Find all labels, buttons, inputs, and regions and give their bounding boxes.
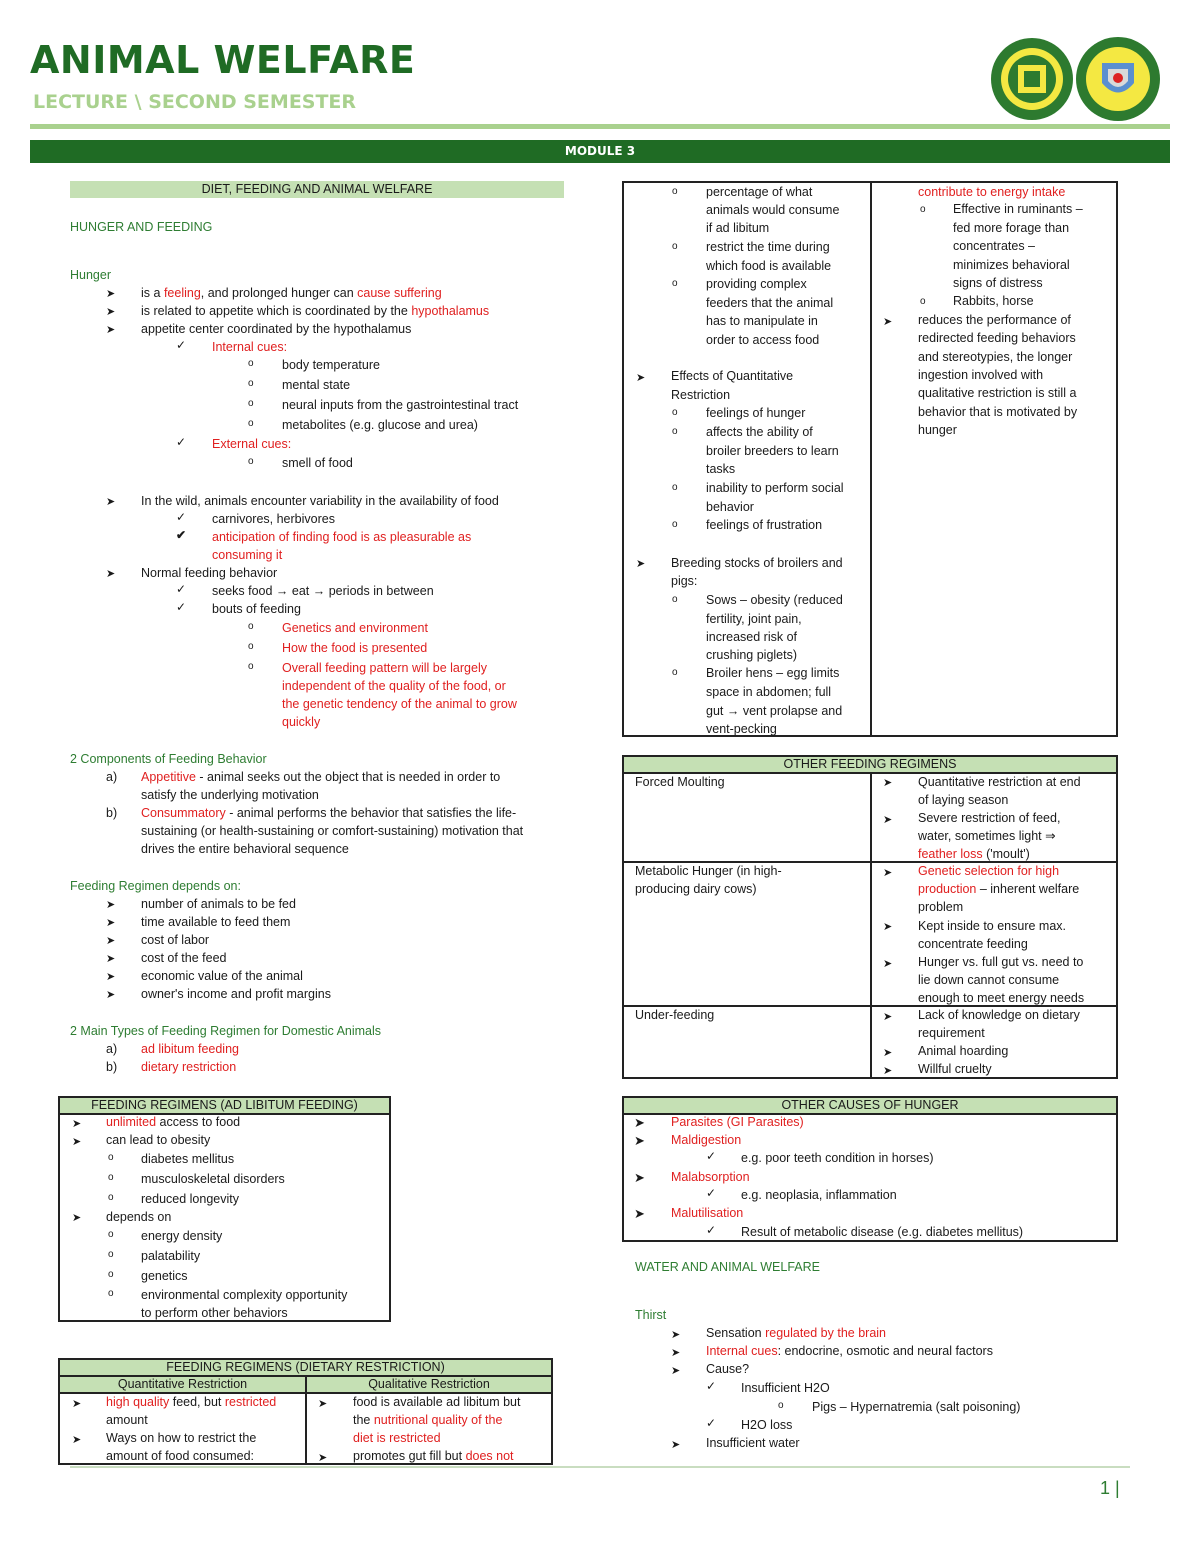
circle-bullet-icon: o: [248, 358, 254, 369]
circle-bullet-icon: o: [108, 1152, 114, 1163]
wild-item-red-cont: consuming it: [212, 548, 283, 562]
circle-bullet-icon: o: [248, 661, 254, 672]
regimen-detail: Kept inside to ensure max.: [918, 919, 1066, 933]
circle-bullet-icon: o: [108, 1172, 114, 1183]
thirst-cause: Insufficient H2O: [741, 1381, 830, 1395]
components-heading: 2 Components of Feeding Behavior: [70, 752, 267, 766]
feeding-factor-cont: quickly: [282, 715, 321, 729]
circle-bullet-icon: o: [672, 482, 678, 493]
arrow-bullet-icon: ➤: [106, 496, 116, 508]
column-divider: [870, 774, 872, 1077]
internal-cue-item: metabolites (e.g. glucose and urea): [282, 418, 478, 432]
wild-item: carnivores, herbivores: [212, 512, 335, 526]
qualitative-item-cont: redirected feeding behaviors: [918, 331, 1076, 345]
ad-libitum-subitem: environmental complexity opportunity: [141, 1288, 348, 1302]
regimen-detail-cont: feather loss ('moult'): [918, 847, 1030, 861]
arrow-bullet-icon: ➤: [883, 958, 893, 970]
circle-bullet-icon: o: [248, 378, 254, 389]
arrow-bullet-icon: ➤: [106, 568, 116, 580]
regimen-item: cost of labor: [141, 933, 210, 947]
regimen-detail-cont: enough to meet energy needs: [918, 991, 1085, 1005]
feeding-factor: How the food is presented: [282, 641, 428, 655]
qualitative-subitem: Rabbits, horse: [953, 294, 1034, 308]
arrow-bullet-icon: ➤: [106, 917, 116, 929]
qualitative-item-cont: and stereotypies, the longer: [918, 350, 1073, 364]
cause-item: Malutilisation: [671, 1206, 744, 1220]
quantitative-item-cont: amount of food consumed:: [106, 1449, 255, 1463]
regimen-detail: Animal hoarding: [918, 1044, 1009, 1058]
qualitative-item-cont: the nutritional quality of the: [353, 1413, 503, 1427]
cause-item: Maldigestion: [671, 1133, 742, 1147]
restriction-method: restrict the time during: [706, 240, 830, 254]
qualitative-item-cont: hunger: [918, 423, 957, 437]
breeding-stocks-heading-cont: pigs:: [671, 574, 698, 588]
circle-bullet-icon: o: [920, 204, 926, 215]
thirst-item: Internal cues: endocrine, osmotic and neural factors: [706, 1344, 993, 1358]
arrow-bullet-icon: ➤: [72, 1434, 82, 1446]
ad-libitum-subitem: diabetes mellitus: [141, 1152, 235, 1166]
regimen-detail-cont: requirement: [918, 1026, 985, 1040]
regimen-name: Metabolic Hunger (in high-: [635, 864, 782, 878]
restriction-method-cont: animals would consume: [706, 203, 840, 217]
check-bullet-icon: ✓: [706, 1186, 717, 1200]
breeding-item-cont: increased risk of: [706, 630, 798, 644]
arrow-bullet-icon: ➤: [106, 306, 116, 318]
column-divider: [870, 183, 872, 735]
circle-bullet-icon: o: [108, 1269, 114, 1280]
cause-item: Parasites (GI Parasites): [671, 1115, 804, 1129]
circle-bullet-icon: o: [248, 621, 254, 632]
breeding-item: Sows – obesity (reduced: [706, 593, 843, 607]
regimen-item: cost of the feed: [141, 951, 227, 965]
ad-libitum-subitem: palatability: [141, 1249, 201, 1263]
ad-libitum-subitem: genetics: [141, 1269, 188, 1283]
ad-libitum-item: unlimited access to food: [106, 1115, 241, 1129]
arrow-bullet-icon: ➤: [634, 1133, 645, 1148]
arrow-bullet-icon: ➤: [883, 1011, 893, 1023]
ad-libitum-title: FEEDING REGIMENS (AD LIBITUM FEEDING): [60, 1098, 389, 1115]
regimen-detail: Quantitative restriction at end: [918, 775, 1081, 789]
component-appetitive: Appetitive - animal seeks out the object that is needed in order to: [141, 770, 501, 784]
check-bullet-icon: ✓: [706, 1223, 717, 1237]
qualitative-subitem-cont: signs of distress: [953, 276, 1043, 290]
qualitative-item-cont: ingestion involved with: [918, 368, 1044, 382]
type-ad-libitum: ad libitum feeding: [141, 1042, 239, 1056]
breeding-item-cont: vent-pecking: [706, 722, 777, 736]
check-bullet-icon: ✓: [176, 338, 187, 352]
regimen-detail: Severe restriction of feed,: [918, 811, 1061, 825]
check-bullet-icon: ✔: [176, 528, 187, 542]
arrow-bullet-icon: ➤: [318, 1452, 328, 1464]
arrow-bullet-icon: ➤: [671, 1439, 681, 1451]
circle-bullet-icon: o: [672, 186, 678, 197]
effects-heading: Effects of Quantitative: [671, 369, 794, 383]
check-bullet-icon: ✓: [176, 600, 187, 614]
ad-libitum-subitem: energy density: [141, 1229, 223, 1243]
hunger-heading: Hunger: [70, 268, 111, 282]
qualitative-item-cont: diet is restricted: [353, 1431, 441, 1445]
thirst-cause-detail: Pigs – Hypernatremia (salt poisoning): [812, 1400, 1021, 1414]
thirst-cause: H2O loss: [741, 1418, 793, 1432]
qualitative-column-header: Qualitative Restriction: [307, 1377, 551, 1394]
list-marker: b): [106, 806, 118, 820]
quantitative-item-cont: amount: [106, 1413, 148, 1427]
circle-bullet-icon: o: [920, 296, 926, 307]
check-bullet-icon: ✓: [706, 1149, 717, 1163]
circle-bullet-icon: o: [248, 418, 254, 429]
column-divider: [305, 1394, 307, 1463]
module-banner: MODULE 3: [30, 140, 1170, 163]
component-appetitive-cont: satisfy the underlying motivation: [141, 788, 319, 802]
quantitative-item: Ways on how to restrict the: [106, 1431, 257, 1445]
circle-bullet-icon: o: [108, 1249, 114, 1260]
regimen-detail-cont: of laying season: [918, 793, 1009, 807]
ad-libitum-subitem: musculoskeletal disorders: [141, 1172, 285, 1186]
quantitative-column-header: Quantitative Restriction: [60, 1377, 307, 1394]
arrow-bullet-icon: ➤: [883, 777, 893, 789]
normal-feeding-point: Normal feeding behavior: [141, 566, 278, 580]
check-bullet-icon: ✓: [706, 1416, 717, 1430]
effect-item-cont: broiler breeders to learn: [706, 444, 839, 458]
college-seal-logo: [1075, 36, 1161, 122]
other-regimens-title: OTHER FEEDING REGIMENS: [624, 757, 1116, 774]
arrow-bullet-icon: ➤: [106, 899, 116, 911]
regimen-item: time available to feed them: [141, 915, 291, 929]
circle-bullet-icon: o: [108, 1288, 114, 1299]
regimen-detail: Willful cruelty: [918, 1062, 992, 1076]
qualitative-item-cont: behavior that is motivated by: [918, 405, 1078, 419]
regimen-detail-cont: concentrate feeding: [918, 937, 1028, 951]
regimen-name: Forced Moulting: [635, 775, 725, 789]
document-title: ANIMAL WELFARE: [30, 38, 416, 82]
restriction-method: providing complex: [706, 277, 807, 291]
internal-cue-item: neural inputs from the gastrointestinal tract: [282, 398, 519, 412]
regimen-item: economic value of the animal: [141, 969, 303, 983]
breeding-item-cont: fertility, joint pain,: [706, 612, 802, 626]
restriction-method-cont: order to access food: [706, 333, 820, 347]
effect-item-cont: tasks: [706, 462, 736, 476]
circle-bullet-icon: o: [672, 278, 678, 289]
circle-bullet-icon: o: [248, 398, 254, 409]
ad-libitum-subitem: reduced longevity: [141, 1192, 239, 1206]
qualitative-item-cont: qualitative restriction is still a: [918, 386, 1077, 400]
check-bullet-icon: ✓: [176, 435, 187, 449]
circle-bullet-icon: o: [672, 519, 678, 530]
regimen-detail-cont: problem: [918, 900, 964, 914]
regimen-item: owner's income and profit margins: [141, 987, 331, 1001]
effects-heading-cont: Restriction: [671, 388, 731, 402]
circle-bullet-icon: o: [108, 1229, 114, 1240]
restriction-method: percentage of what: [706, 185, 813, 199]
circle-bullet-icon: o: [672, 407, 678, 418]
effect-item: inability to perform social: [706, 481, 844, 495]
arrow-bullet-icon: ➤: [883, 814, 893, 826]
arrow-bullet-icon: ➤: [106, 288, 116, 300]
wild-point: In the wild, animals encounter variability in the availability of food: [141, 494, 499, 508]
hunger-feeding-heading: HUNGER AND FEEDING: [70, 220, 213, 234]
thirst-item: Insufficient water: [706, 1436, 800, 1450]
internal-cues-label: Internal cues:: [212, 340, 288, 354]
regimen-detail: Genetic selection for high: [918, 864, 1060, 878]
internal-cue-item: body temperature: [282, 358, 380, 372]
component-consummatory-cont: drives the entire behavioral sequence: [141, 842, 349, 856]
water-heading: WATER AND ANIMAL WELFARE: [635, 1260, 820, 1274]
arrow-bullet-icon: ➤: [72, 1118, 82, 1130]
regimen-detail-cont: water, sometimes light ⇒: [918, 829, 1056, 843]
arrow-bullet-icon: ➤: [883, 867, 893, 879]
arrow-bullet-icon: ➤: [636, 558, 646, 570]
arrow-bullet-icon: ➤: [106, 935, 116, 947]
arrow-bullet-icon: ➤: [671, 1365, 681, 1377]
arrow-bullet-icon: ➤: [106, 989, 116, 1001]
footer-divider: [70, 1466, 1130, 1468]
arrow-bullet-icon: ➤: [636, 372, 646, 384]
component-consummatory-cont: sustaining (or health-sustaining or comfort-sustaining) motivation that: [141, 824, 524, 838]
circle-bullet-icon: o: [778, 1400, 784, 1411]
thirst-item: Sensation regulated by the brain: [706, 1326, 886, 1340]
cause-detail: e.g. neoplasia, inflammation: [741, 1188, 897, 1202]
check-bullet-icon: ✓: [176, 510, 187, 524]
regimen-detail-cont: production – inherent welfare: [918, 882, 1080, 896]
thirst-item: Cause?: [706, 1362, 750, 1376]
arrow-bullet-icon: ➤: [318, 1398, 328, 1410]
regimen-name: Under-feeding: [635, 1008, 715, 1022]
qualitative-subitem: Effective in ruminants –: [953, 202, 1083, 216]
wild-item-red: anticipation of finding food is as pleasurable as: [212, 530, 472, 544]
circle-bullet-icon: o: [672, 241, 678, 252]
component-consummatory: Consummatory - animal performs the behavior that satisfies the life-: [141, 806, 517, 820]
circle-bullet-icon: o: [248, 641, 254, 652]
external-cues-label: External cues:: [212, 437, 292, 451]
arrow-bullet-icon: ➤: [106, 324, 116, 336]
quantitative-item: high quality feed, but restricted: [106, 1395, 277, 1409]
qualitative-cont-item: contribute to energy intake: [918, 185, 1066, 199]
thirst-heading: Thirst: [635, 1308, 667, 1322]
arrow-bullet-icon: ➤: [106, 971, 116, 983]
section-heading: DIET, FEEDING AND ANIMAL WELFARE: [70, 181, 564, 198]
arrow-bullet-icon: ➤: [72, 1398, 82, 1410]
arrow-bullet-icon: ➤: [634, 1170, 645, 1185]
hunger-point-1: is a feeling, and prolonged hunger can cause suffering: [141, 286, 442, 300]
list-marker: b): [106, 1060, 118, 1074]
external-cue-item: smell of food: [282, 456, 353, 470]
effect-item: affects the ability of: [706, 425, 813, 439]
ad-libitum-item: depends on: [106, 1210, 172, 1224]
effect-item: feelings of frustration: [706, 518, 823, 532]
page-number: 1 |: [1100, 1478, 1120, 1498]
breeding-item-cont: space in abdomen; full: [706, 685, 832, 699]
effect-item-cont: behavior: [706, 500, 754, 514]
regimen-detail: Lack of knowledge on dietary: [918, 1008, 1080, 1022]
arrow-bullet-icon: ➤: [883, 1065, 893, 1077]
ad-libitum-subitem-cont: to perform other behaviors: [141, 1306, 288, 1320]
internal-cue-item: mental state: [282, 378, 351, 392]
breeding-item-cont: crushing piglets): [706, 648, 798, 662]
restriction-method-cont: has to manipulate in: [706, 314, 818, 328]
types-heading: 2 Main Types of Feeding Regimen for Domestic Animals: [70, 1024, 382, 1038]
list-marker: a): [106, 1042, 118, 1056]
regimen-detail-cont: lie down cannot consume: [918, 973, 1060, 987]
normal-feeding-item: bouts of feeding: [212, 602, 301, 616]
header-divider: [30, 124, 1170, 129]
qualitative-subitem-cont: concentrates –: [953, 239, 1035, 253]
hunger-point-3: appetite center coordinated by the hypothalamus: [141, 322, 412, 336]
arrow-bullet-icon: ➤: [634, 1115, 645, 1130]
cause-detail: e.g. poor teeth condition in horses): [741, 1151, 934, 1165]
breeding-stocks-heading: Breeding stocks of broilers and: [671, 556, 843, 570]
cause-item: Malabsorption: [671, 1170, 750, 1184]
dietary-restriction-title: FEEDING REGIMENS (DIETARY RESTRICTION): [60, 1360, 551, 1377]
qualitative-item: reduces the performance of: [918, 313, 1071, 327]
circle-bullet-icon: o: [672, 426, 678, 437]
check-bullet-icon: ✓: [706, 1379, 717, 1393]
restriction-method-cont: feeders that the animal: [706, 296, 834, 310]
arrow-bullet-icon: ➤: [72, 1212, 82, 1224]
arrow-bullet-icon: ➤: [883, 1047, 893, 1059]
arrow-bullet-icon: ➤: [634, 1206, 645, 1221]
university-seal-logo: [990, 37, 1074, 121]
circle-bullet-icon: o: [248, 456, 254, 467]
feeding-factor: Genetics and environment: [282, 621, 428, 635]
other-causes-title: OTHER CAUSES OF HUNGER: [624, 1098, 1116, 1115]
qualitative-subitem-cont: fed more forage than: [953, 221, 1070, 235]
regimen-heading: Feeding Regimen depends on:: [70, 879, 241, 893]
qualitative-subitem-cont: minimizes behavioral: [953, 258, 1070, 272]
circle-bullet-icon: o: [108, 1192, 114, 1203]
qualitative-item: food is available ad libitum but: [353, 1395, 521, 1409]
breeding-item: Broiler hens – egg limits: [706, 666, 840, 680]
arrow-bullet-icon: ➤: [671, 1347, 681, 1359]
feeding-factor-cont: independent of the quality of the food, or: [282, 679, 506, 693]
feeding-factor-cont: the genetic tendency of the animal to grow: [282, 697, 517, 711]
check-bullet-icon: ✓: [176, 582, 187, 596]
regimen-name-cont: producing dairy cows): [635, 882, 757, 896]
qualitative-item: promotes gut fill but does not: [353, 1449, 514, 1463]
list-marker: a): [106, 770, 118, 784]
hunger-point-2: is related to appetite which is coordinated by the hypothalamus: [141, 304, 490, 318]
type-dietary-restriction: dietary restriction: [141, 1060, 237, 1074]
arrow-bullet-icon: ➤: [883, 921, 893, 933]
arrow-bullet-icon: ➤: [883, 316, 893, 328]
restriction-method-cont: which food is available: [706, 259, 832, 273]
breeding-item-cont: gut → vent prolapse and: [706, 704, 843, 718]
feeding-factor: Overall feeding pattern will be largely: [282, 661, 487, 675]
document-subtitle: LECTURE \ SECOND SEMESTER: [33, 91, 357, 113]
cause-detail: Result of metabolic disease (e.g. diabetes mellitus): [741, 1225, 1024, 1239]
regimen-detail: Hunger vs. full gut vs. need to: [918, 955, 1084, 969]
circle-bullet-icon: o: [672, 594, 678, 605]
regimen-item: number of animals to be fed: [141, 897, 296, 911]
ad-libitum-item: can lead to obesity: [106, 1133, 211, 1147]
arrow-bullet-icon: ➤: [72, 1136, 82, 1148]
effect-item: feelings of hunger: [706, 406, 806, 420]
arrow-bullet-icon: ➤: [106, 953, 116, 965]
normal-feeding-item: seeks food → eat → periods in between: [212, 584, 434, 598]
circle-bullet-icon: o: [672, 667, 678, 678]
arrow-bullet-icon: ➤: [671, 1329, 681, 1341]
restriction-method-cont: if ad libitum: [706, 221, 770, 235]
